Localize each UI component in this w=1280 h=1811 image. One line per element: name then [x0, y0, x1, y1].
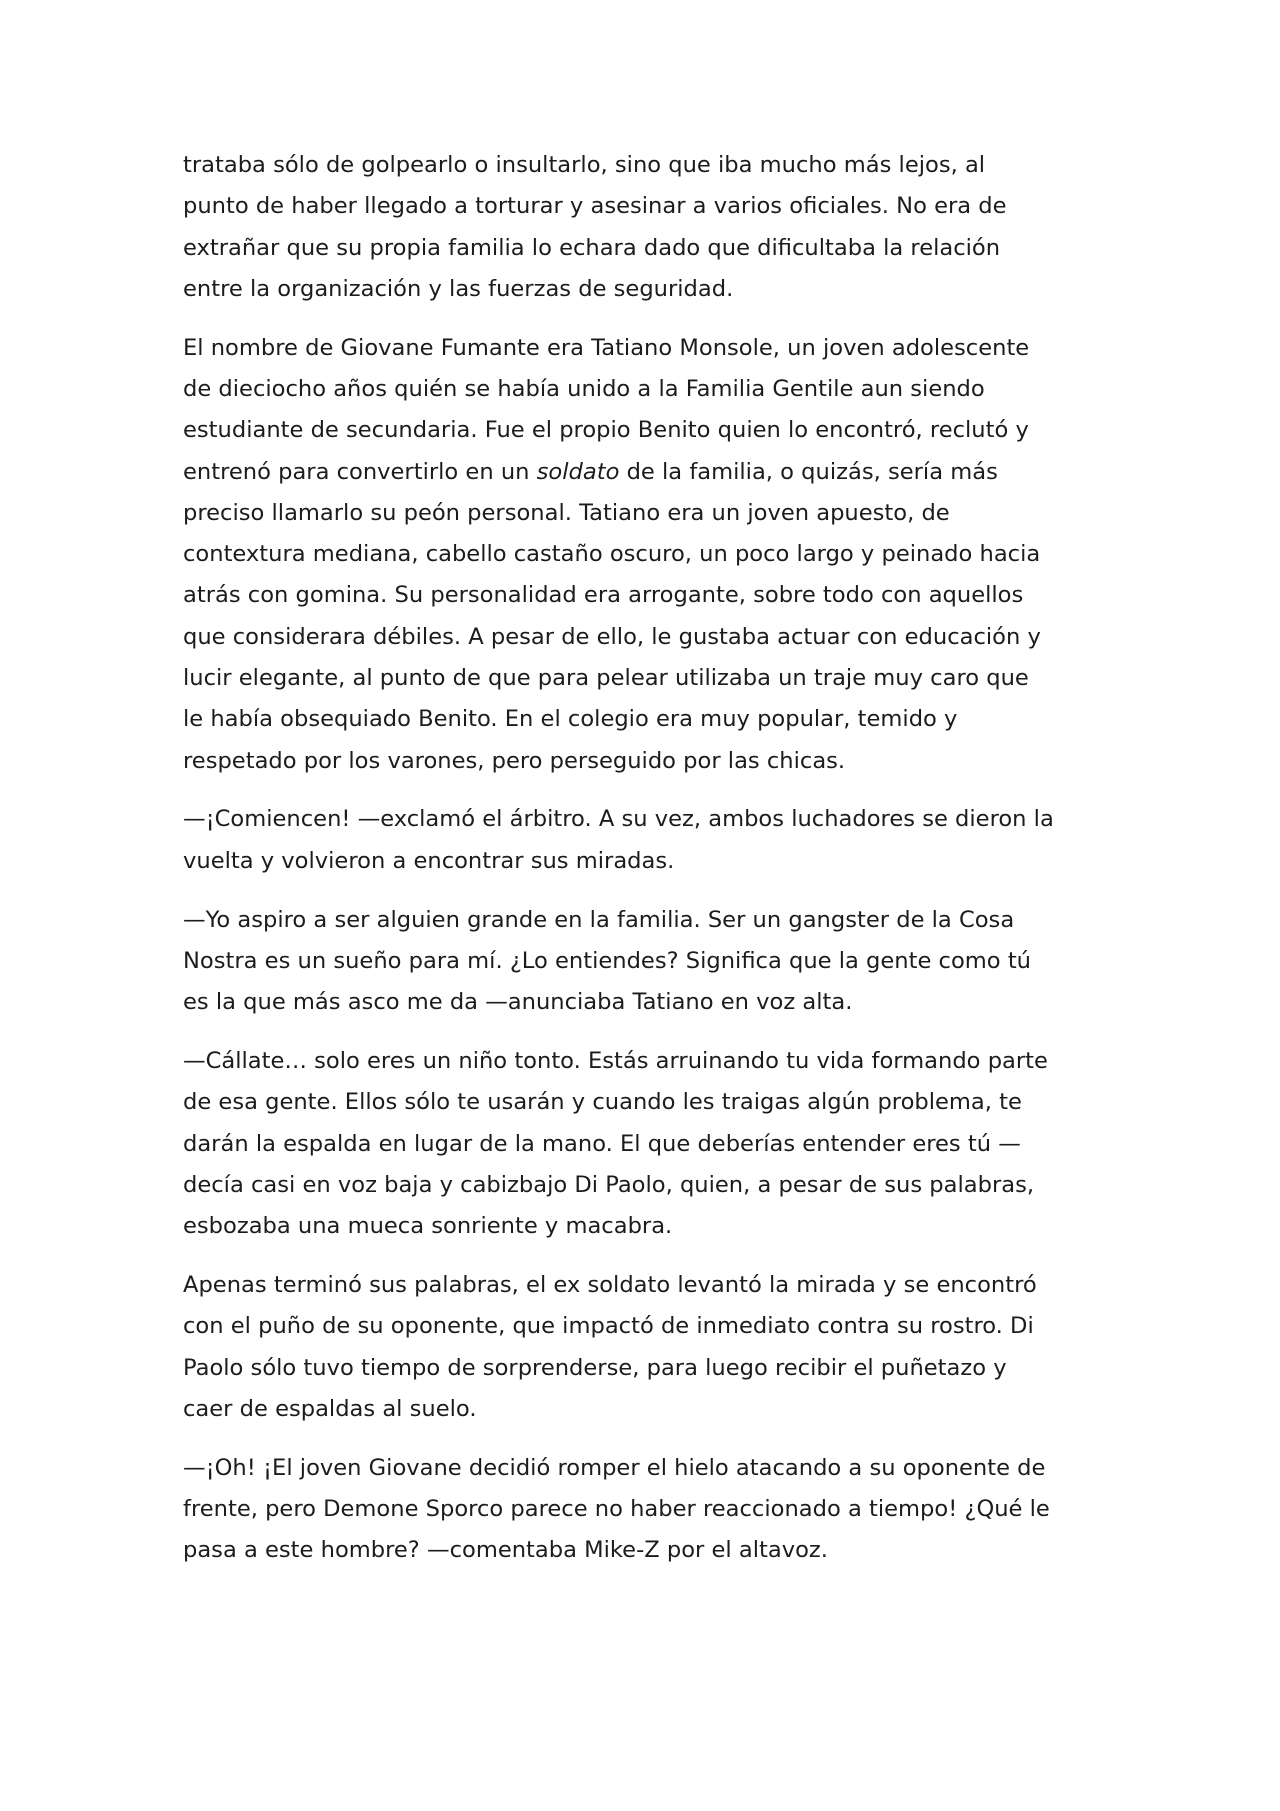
text-line: esbozaba una mueca sonriente y macabra. [183, 1213, 673, 1240]
paragraph [183, 1265, 1098, 1430]
text-line: pasa a este hombre? —comentaba Mike-Z por el altavoz. [183, 1537, 828, 1564]
text-line: —¡Comiencen! —exclamó el árbitro. A su vez, ambos luchadores se dieron la [183, 806, 1054, 833]
text-line: —¡Oh! ¡El joven Giovane decidió romper el hielo atacando a su oponente de [183, 1454, 1046, 1481]
text-segment: entrenó para convertirlo en un [183, 458, 537, 485]
text-line: entre la organización y las fuerzas de seguridad. [183, 275, 734, 302]
text-line: trataba sólo de golpearlo o insultarlo, sino que iba mucho más lejos, al [183, 152, 986, 178]
paragraph [183, 328, 1098, 782]
text-line: es la que más asco me da —anunciaba Tatiano en voz alta. [183, 989, 853, 1016]
text-line: punto de haber llegado a torturar y asesinar a varios oficiales. No era de [183, 193, 1007, 220]
text-line: que considerara débiles. A pesar de ello, le gustaba actuar con educación y [183, 623, 1041, 650]
text-line: de esa gente. Ellos sólo te usarán y cuando les traigas algún problema, te [183, 1089, 1022, 1116]
italic-term: soldato [536, 458, 620, 485]
body-text [183, 145, 1098, 1589]
text-line: con el puño de su oponente, que impactó de inmediato contra su rostro. Di [183, 1313, 1034, 1340]
text-line: atrás con gomina. Su personalidad era arrogante, sobre todo con aquellos [183, 582, 1024, 609]
text-line: extrañar que su propia familia lo echara dado que dificultaba la relación [183, 234, 1001, 261]
text-line: Paolo sólo tuvo tiempo de sorprenderse, para luego recibir el puñetazo y [183, 1354, 1007, 1381]
text-line: respetado por los varones, pero perseguido por las chicas. [183, 747, 846, 774]
text-line: frente, pero Demone Sporco parece no haber reaccionado a tiempo! ¿Qué le [183, 1495, 1050, 1522]
text-line: El nombre de Giovane Fumante era Tatiano Monsole, un joven adolescente [183, 334, 1030, 361]
text-line: Apenas terminó sus palabras, el ex soldato levantó la mirada y se encontró [183, 1271, 1037, 1298]
text-line: contextura mediana, cabello castaño oscuro, un poco largo y peinado hacia [183, 541, 1041, 568]
text-line: —Cállate… solo eres un niño tonto. Estás arruinando tu vida formando parte [183, 1047, 1048, 1074]
text-line: de dieciocho años quién se había unido a la Familia Gentile aun siendo [183, 375, 985, 402]
text-line: caer de espaldas al suelo. [183, 1395, 477, 1422]
text-line: darán la espalda en lugar de la mano. El que deberías entender eres tú — [183, 1130, 1021, 1157]
paragraph [183, 145, 1098, 310]
text-line: —Yo aspiro a ser alguien grande en la familia. Ser un gangster de la Cosa [183, 906, 1015, 933]
paragraph [183, 900, 1098, 1024]
paragraph [183, 1448, 1098, 1572]
text-line: Nostra es un sueño para mí. ¿Lo entiendes? Significa que la gente como tú [183, 947, 1031, 974]
text-line [183, 452, 1098, 493]
text-line: decía casi en voz baja y cabizbajo Di Paolo, quien, a pesar de sus palabras, [183, 1171, 1035, 1198]
text-line: preciso llamarlo su peón personal. Tatiano era un joven apuesto, de [183, 499, 950, 526]
text-segment: de la familia, o quizás, sería más [619, 458, 998, 485]
paragraph [183, 799, 1098, 882]
text-line: le había obsequiado Benito. En el colegio era muy popular, temido y [183, 706, 958, 733]
text-line: estudiante de secundaria. Fue el propio Benito quien lo encontró, reclutó y [183, 417, 1029, 444]
text-line: lucir elegante, al punto de que para pelear utilizaba un traje muy caro que [183, 665, 1029, 692]
paragraph [183, 1041, 1098, 1247]
text-line: vuelta y volvieron a encontrar sus miradas. [183, 847, 675, 874]
